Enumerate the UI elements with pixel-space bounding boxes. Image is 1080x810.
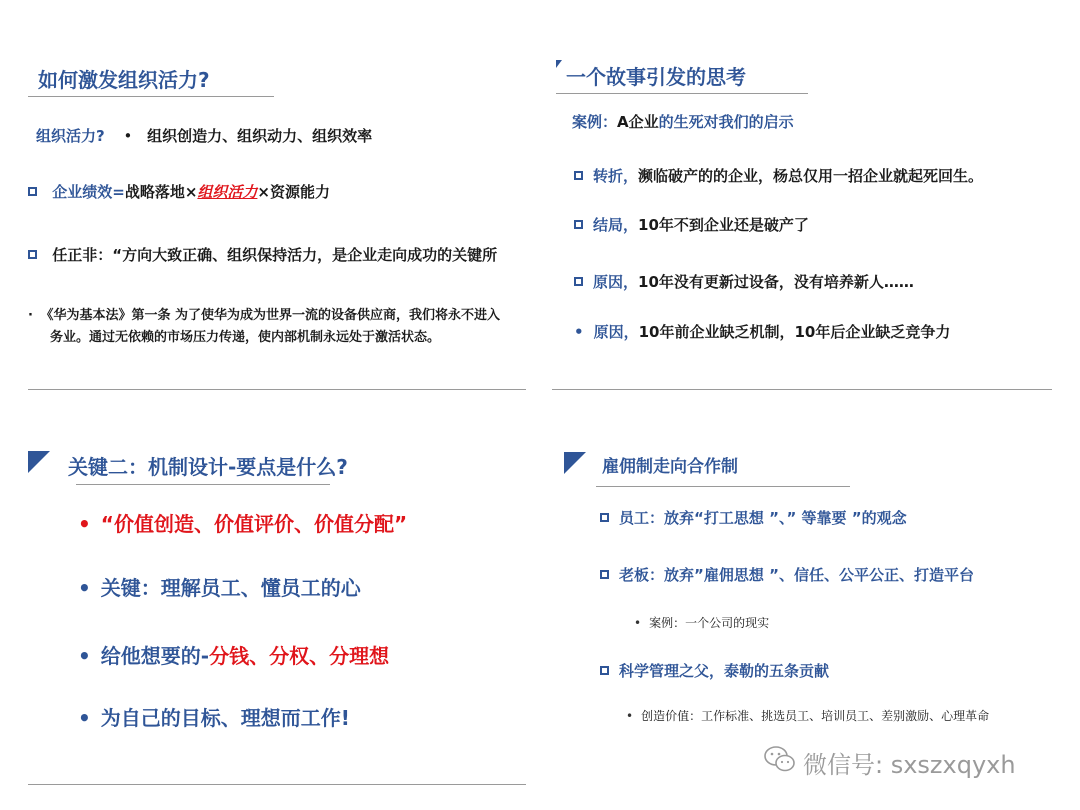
corner-triangle-icon	[28, 451, 50, 473]
bullet-dot: •	[78, 576, 91, 600]
checkbox-bullet-icon	[28, 187, 37, 196]
checkbox-bullet-icon	[574, 220, 583, 229]
checkbox-bullet-icon	[574, 171, 583, 180]
checkbox-bullet-icon	[28, 250, 37, 259]
slide1-row4-line1: · 《华为基本法》第一条 为了使华为成为世界一流的设备供应商，我们将永不进入	[28, 308, 500, 323]
slide1-bottom-rule	[28, 389, 526, 390]
slide1-row4-line2: 务业。通过无依赖的市场压力传递，使内部机制永远处于激活状态。	[50, 330, 441, 345]
checkbox-bullet-icon	[600, 570, 609, 579]
slide3-title-underline	[76, 484, 330, 485]
bullet-dot: ·	[28, 308, 33, 323]
checkbox-bullet-icon	[574, 277, 583, 286]
slide1-row1-text: 组织创造力、组织动力、组织效率	[147, 127, 373, 145]
slide4-item2: 老板：放弃”雇佣思想 ”、信任、公平公正、打造平台	[600, 564, 974, 585]
slide2-item: 结局，10年不到企业还是破产了	[574, 214, 809, 235]
corner-triangle-icon	[556, 60, 562, 68]
bullet-dot: •	[626, 709, 634, 723]
bullet-dot: •	[78, 706, 91, 730]
slide1-row1-label: 组织活力?	[36, 127, 105, 145]
slide2-bottom-rule	[552, 389, 1052, 390]
slide4-item1: 员工：放弃“打工思想 ”、” 等靠要 ”的观念	[600, 507, 907, 528]
slide2-item: • 原因，10年前企业缺乏机制，10年后企业缺乏竞争力	[574, 323, 951, 341]
bullet-dot: •	[634, 616, 642, 630]
wechat-icon	[763, 745, 797, 773]
slide2-item: 原因，10年没有更新过设备，没有培养新人……	[574, 271, 914, 292]
slide1-row2	[28, 181, 330, 202]
checkbox-bullet-icon	[600, 513, 609, 522]
bullet-dot: •	[574, 323, 584, 341]
slide1-row1	[36, 125, 372, 146]
slide4-sub2: • 创造价值：工作标准、挑选员工、培训员工、差别激励、心理革命	[626, 709, 990, 723]
watermark-text: 微信号: sxszxqyxh	[803, 751, 1016, 779]
slide3-item3: • 给他想要的-分钱、分权、分理想	[78, 644, 390, 668]
bullet-dot: •	[78, 644, 91, 668]
slide3-item1: • “价值创造、价值评价、价值分配”	[78, 512, 408, 536]
bullet-dot: •	[78, 512, 91, 536]
slide4-item3: 科学管理之父，泰勒的五条贡献	[600, 660, 829, 681]
slide1-row2-a: 战略落地×	[124, 183, 198, 201]
slide1-title: 如何激发组织活力?	[38, 68, 210, 92]
slide1-title-underline	[28, 96, 274, 97]
slide3-title: 关键二：机制设计-要点是什么?	[68, 455, 348, 479]
slide2-case: 案例：A企业的生死对我们的启示	[572, 113, 794, 131]
slide3-item4: • 为自己的目标、理想而工作!	[78, 706, 350, 730]
slide3-bottom-rule	[28, 784, 526, 785]
slide1-row3-text: 任正非：“方向大致正确、组织保持活力，是企业走向成功的关键所	[52, 246, 498, 264]
slide1-row3	[28, 244, 524, 265]
slide2-title-underline	[556, 93, 808, 94]
slide4-title-underline	[596, 486, 850, 487]
slide1-row2-label: 企业绩效=	[52, 183, 125, 201]
slide2-item: 转折，濒临破产的的企业，杨总仅用一招企业就起死回生。	[574, 165, 983, 186]
checkbox-bullet-icon	[600, 666, 609, 675]
slide1-row2-b: 组织活力	[197, 183, 258, 201]
slide2-title: 一个故事引发的思考	[566, 65, 746, 89]
slide3-item2: • 关键：理解员工、懂员工的心	[78, 576, 361, 600]
corner-triangle-icon	[564, 452, 586, 474]
slide1-row2-c: ×资源能力	[257, 183, 330, 201]
slide4-title: 雇佣制走向合作制	[602, 457, 738, 477]
slide4-sub1: • 案例：一个公司的现实	[634, 616, 770, 630]
bullet-dot: •	[123, 127, 133, 145]
